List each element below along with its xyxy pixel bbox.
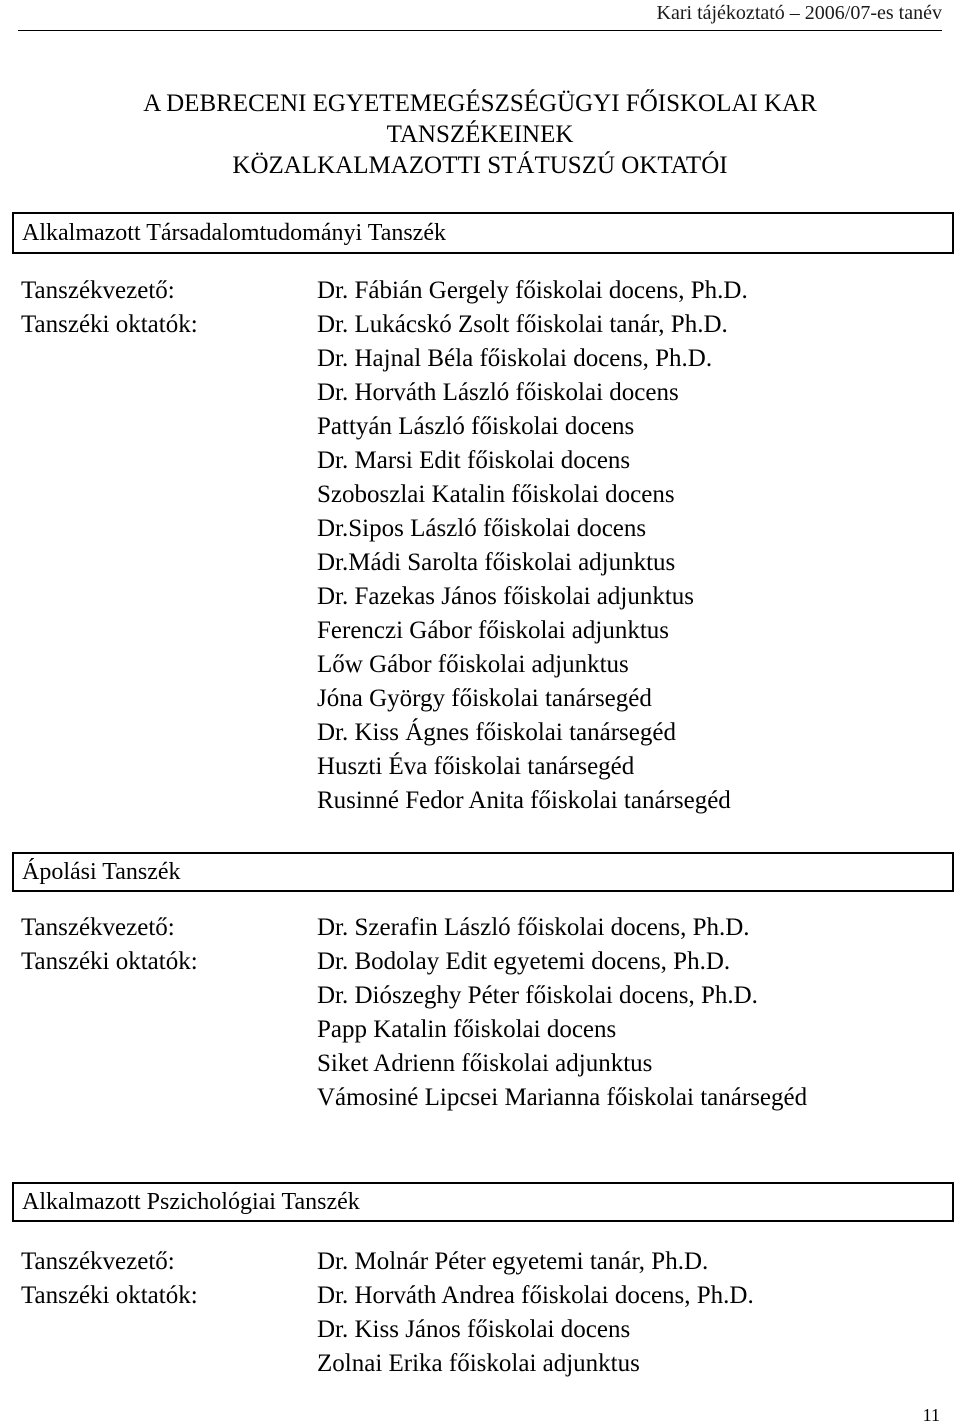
staff-list [317,1245,754,1381]
document-title [0,88,960,181]
department-heading: Ápolási Tanszék [12,852,954,892]
staff-member: Dr. Szerafin László főiskolai docens, Ph.D. [317,914,750,941]
staff-member: Vámosiné Lipcsei Marianna főiskolai tanársegéd [317,1084,808,1111]
staff-member: Rusinné Fedor Anita főiskolai tanársegéd [317,787,731,814]
staff-member: Jóna György főiskolai tanársegéd [317,685,652,712]
staff-member: Pattyán László főiskolai docens [317,413,635,440]
staff-member: Dr. Horváth László főiskolai docens [317,379,679,406]
staff-member: Dr. Kiss Ágnes főiskolai tanársegéd [317,719,676,746]
staff-member: Dr. Hajnal Béla főiskolai docens, Ph.D. [317,345,713,372]
title-line: A DEBRECENI EGYETEMEGÉSZSÉGÜGYI FŐISKOLAI KAR [143,90,817,117]
head-label: Tanszékvezető: [21,914,175,941]
title-line: TANSZÉKEINEK [386,121,574,148]
header-rule [18,30,942,31]
title-line: KÖZALKALMAZOTTI STÁTUSZÚ OKTATÓI [232,152,728,179]
head-label: Tanszékvezető: [21,277,175,304]
staff-member: Dr. Kiss János főiskolai docens [317,1316,631,1343]
staff-label: Tanszéki oktatók: [21,1282,198,1309]
staff-member: Lőw Gábor főiskolai adjunktus [317,651,629,678]
role-labels [21,911,198,979]
head-label: Tanszékvezető: [21,1248,175,1275]
role-labels [21,1245,198,1313]
department-heading: Alkalmazott Társadalomtudományi Tanszék [12,212,954,254]
staff-member: Papp Katalin főiskolai docens [317,1016,617,1043]
staff-member: Dr. Horváth Andrea főiskolai docens, Ph.D. [317,1282,754,1309]
staff-label: Tanszéki oktatók: [21,311,198,338]
role-labels [21,274,198,342]
staff-member: Dr. Fazekas János főiskolai adjunktus [317,583,695,610]
staff-member: Huszti Éva főiskolai tanársegéd [317,753,635,780]
staff-member: Dr.Sipos László főiskolai docens [317,515,647,542]
staff-list [317,274,748,818]
staff-member: Szoboszlai Katalin főiskolai docens [317,481,675,508]
staff-member: Dr. Marsi Edit főiskolai docens [317,447,631,474]
staff-member: Dr. Molnár Péter egyetemi tanár, Ph.D. [317,1248,709,1275]
staff-list [317,911,807,1115]
staff-member: Dr. Lukácskó Zsolt főiskolai tanár, Ph.D. [317,311,728,338]
page-number: 11 [922,1405,940,1425]
staff-member: Ferenczi Gábor főiskolai adjunktus [317,617,669,644]
staff-label: Tanszéki oktatók: [21,948,198,975]
staff-member: Dr. Diószeghy Péter főiskolai docens, Ph.D. [317,982,758,1009]
department-heading: Alkalmazott Pszichológiai Tanszék [12,1182,954,1222]
staff-member: Zolnai Erika főiskolai adjunktus [317,1350,640,1377]
staff-member: Dr. Bodolay Edit egyetemi docens, Ph.D. [317,948,731,975]
staff-member: Dr.Mádi Sarolta főiskolai adjunktus [317,549,676,576]
staff-member: Dr. Fábián Gergely főiskolai docens, Ph.D. [317,277,748,304]
staff-member: Siket Adrienn főiskolai adjunktus [317,1050,653,1077]
running-header: Kari tájékoztató – 2006/07-es tanév [656,2,942,24]
